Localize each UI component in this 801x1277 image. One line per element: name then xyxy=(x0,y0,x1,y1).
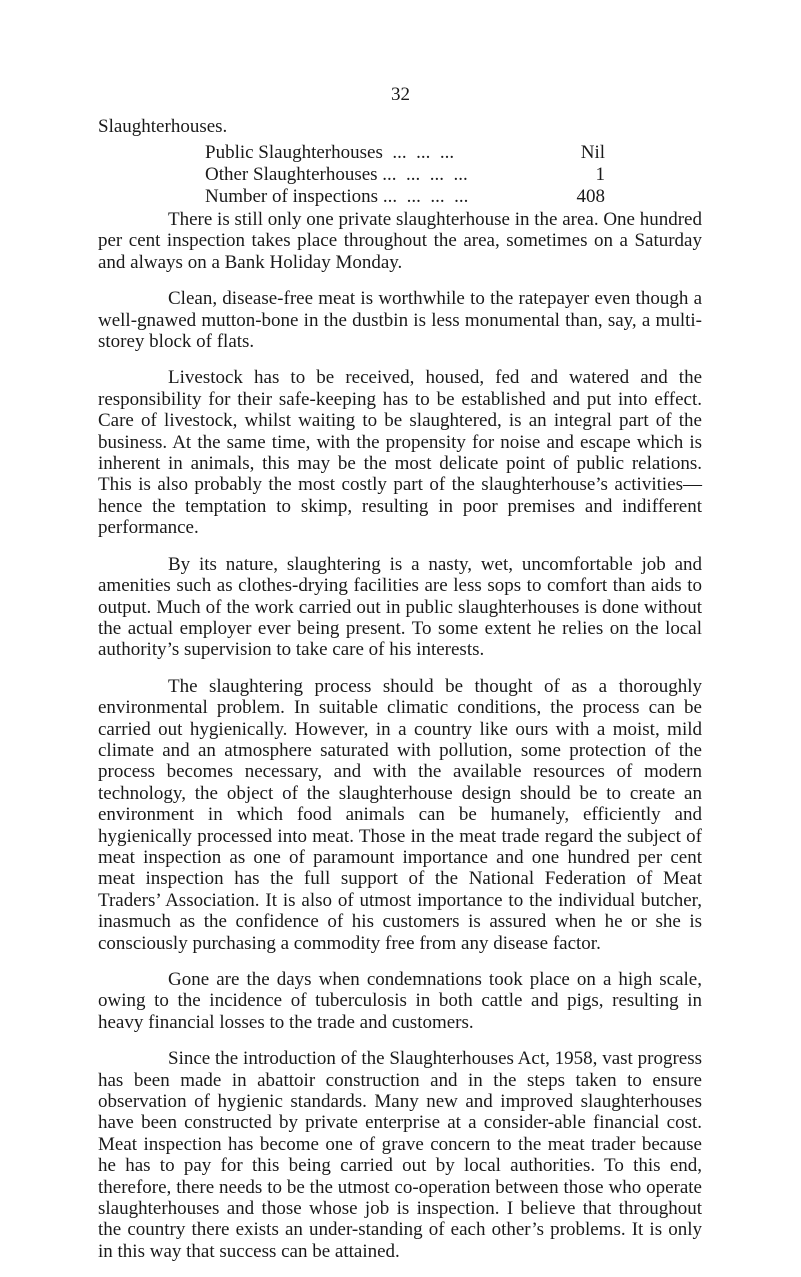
stat-row-public-slaughterhouses xyxy=(205,142,605,164)
paragraph: The slaughtering process should be thought of as a thoroughly environmental problem. In suitable climatic conditions, the process can be carried out hygienically. However, in a country like ours with a moist, mild climate and an atmosphere saturated with pollution, some protection of the process becomes necessary, and with the available resources of modern technology, the object of the slaughterhouse design should be to create an environment in which food animals can be humanely, efficiently and hygienically processed into meat. Those in the meat trade regard the subject of meat inspection as one of paramount importance and one hundred per cent meat inspection has the full support of the National Federation of Meat Traders’ Association. It is also of utmost importance to the individual butcher, inasmuch as the confidence of his customers is assured when he or she is consciously purchasing a commodity free from any disease factor. xyxy=(98,675,702,954)
body-text xyxy=(98,209,702,1277)
stat-value: 408 xyxy=(576,186,605,207)
stat-label: Other Slaughterhouses ... ... ... ... xyxy=(205,164,468,185)
paragraph: Gone are the days when condemnations took place on a high scale, owing to the incidence of tuberculosis in both cattle and pigs, resulting in heavy financial losses to the trade and customers. xyxy=(98,969,702,1033)
paragraph: Clean, disease-free meat is worthwhile to the ratepayer even though a well-gnawed mutton-bone in the dustbin is less monumental than, say, a multi-storey block of flats. xyxy=(98,288,702,353)
stat-value: 1 xyxy=(595,164,605,185)
slaughterhouse-stats-table xyxy=(205,142,605,208)
paragraph: Livestock has to be received, housed, fed and watered and the responsibility for their safe-keeping has to be established and put into effect. Care of livestock, whilst waiting to be slaughtered, is an integral part of the business. At the same time, with the propensity for noise and escape which is inherent in animals, this may be the most delicate point of public relations. This is also probably the most costly part of the slaughterhouse’s activities—hence the temptation to skimp, resulting in poor premises and indifferent performance. xyxy=(98,367,702,539)
paragraph: Since the introduction of the Slaughterhouses Act, 1958, vast progress has been made in abattoir construction and in the steps taken to ensure observation of hygienic standards. Many new and improved slaughterhouses have been constructed by private enterprise at a consider-able financial cost. Meat inspection has become one of grave concern to the meat trader because he has to pay for this being carried out by local authorities. To this end, therefore, there needs to be the utmost co-operation between those who operate slaughterhouses and those whose job is inspection. I believe that throughout the country there exists an under-standing of each other’s problems. It is only in this way that success can be attained. xyxy=(98,1048,702,1262)
stat-value: Nil xyxy=(580,142,605,163)
stat-label: Number of inspections ... ... ... ... xyxy=(205,186,469,207)
stat-row-number-of-inspections xyxy=(205,186,605,208)
section-heading: Slaughterhouses. xyxy=(98,116,228,137)
paragraph: By its nature, slaughtering is a nasty, wet, uncomfortable job and amenities such as clothes-drying facilities are less sops to comfort than aids to output. Much of the work carried out in public slaughterhouses is done without the actual employer ever being present. To some extent he relies on the local authority’s supervision to take care of his interests. xyxy=(98,553,702,661)
stat-label: Public Slaughterhouses ... ... ... xyxy=(205,142,455,163)
stat-row-other-slaughterhouses xyxy=(205,164,605,186)
page-number: 32 xyxy=(391,84,410,105)
paragraph: There is still only one private slaughterhouse in the area. One hundred per cent inspection takes place throughout the area, sometimes on a Saturday and always on a Bank Holiday Monday. xyxy=(98,209,702,273)
